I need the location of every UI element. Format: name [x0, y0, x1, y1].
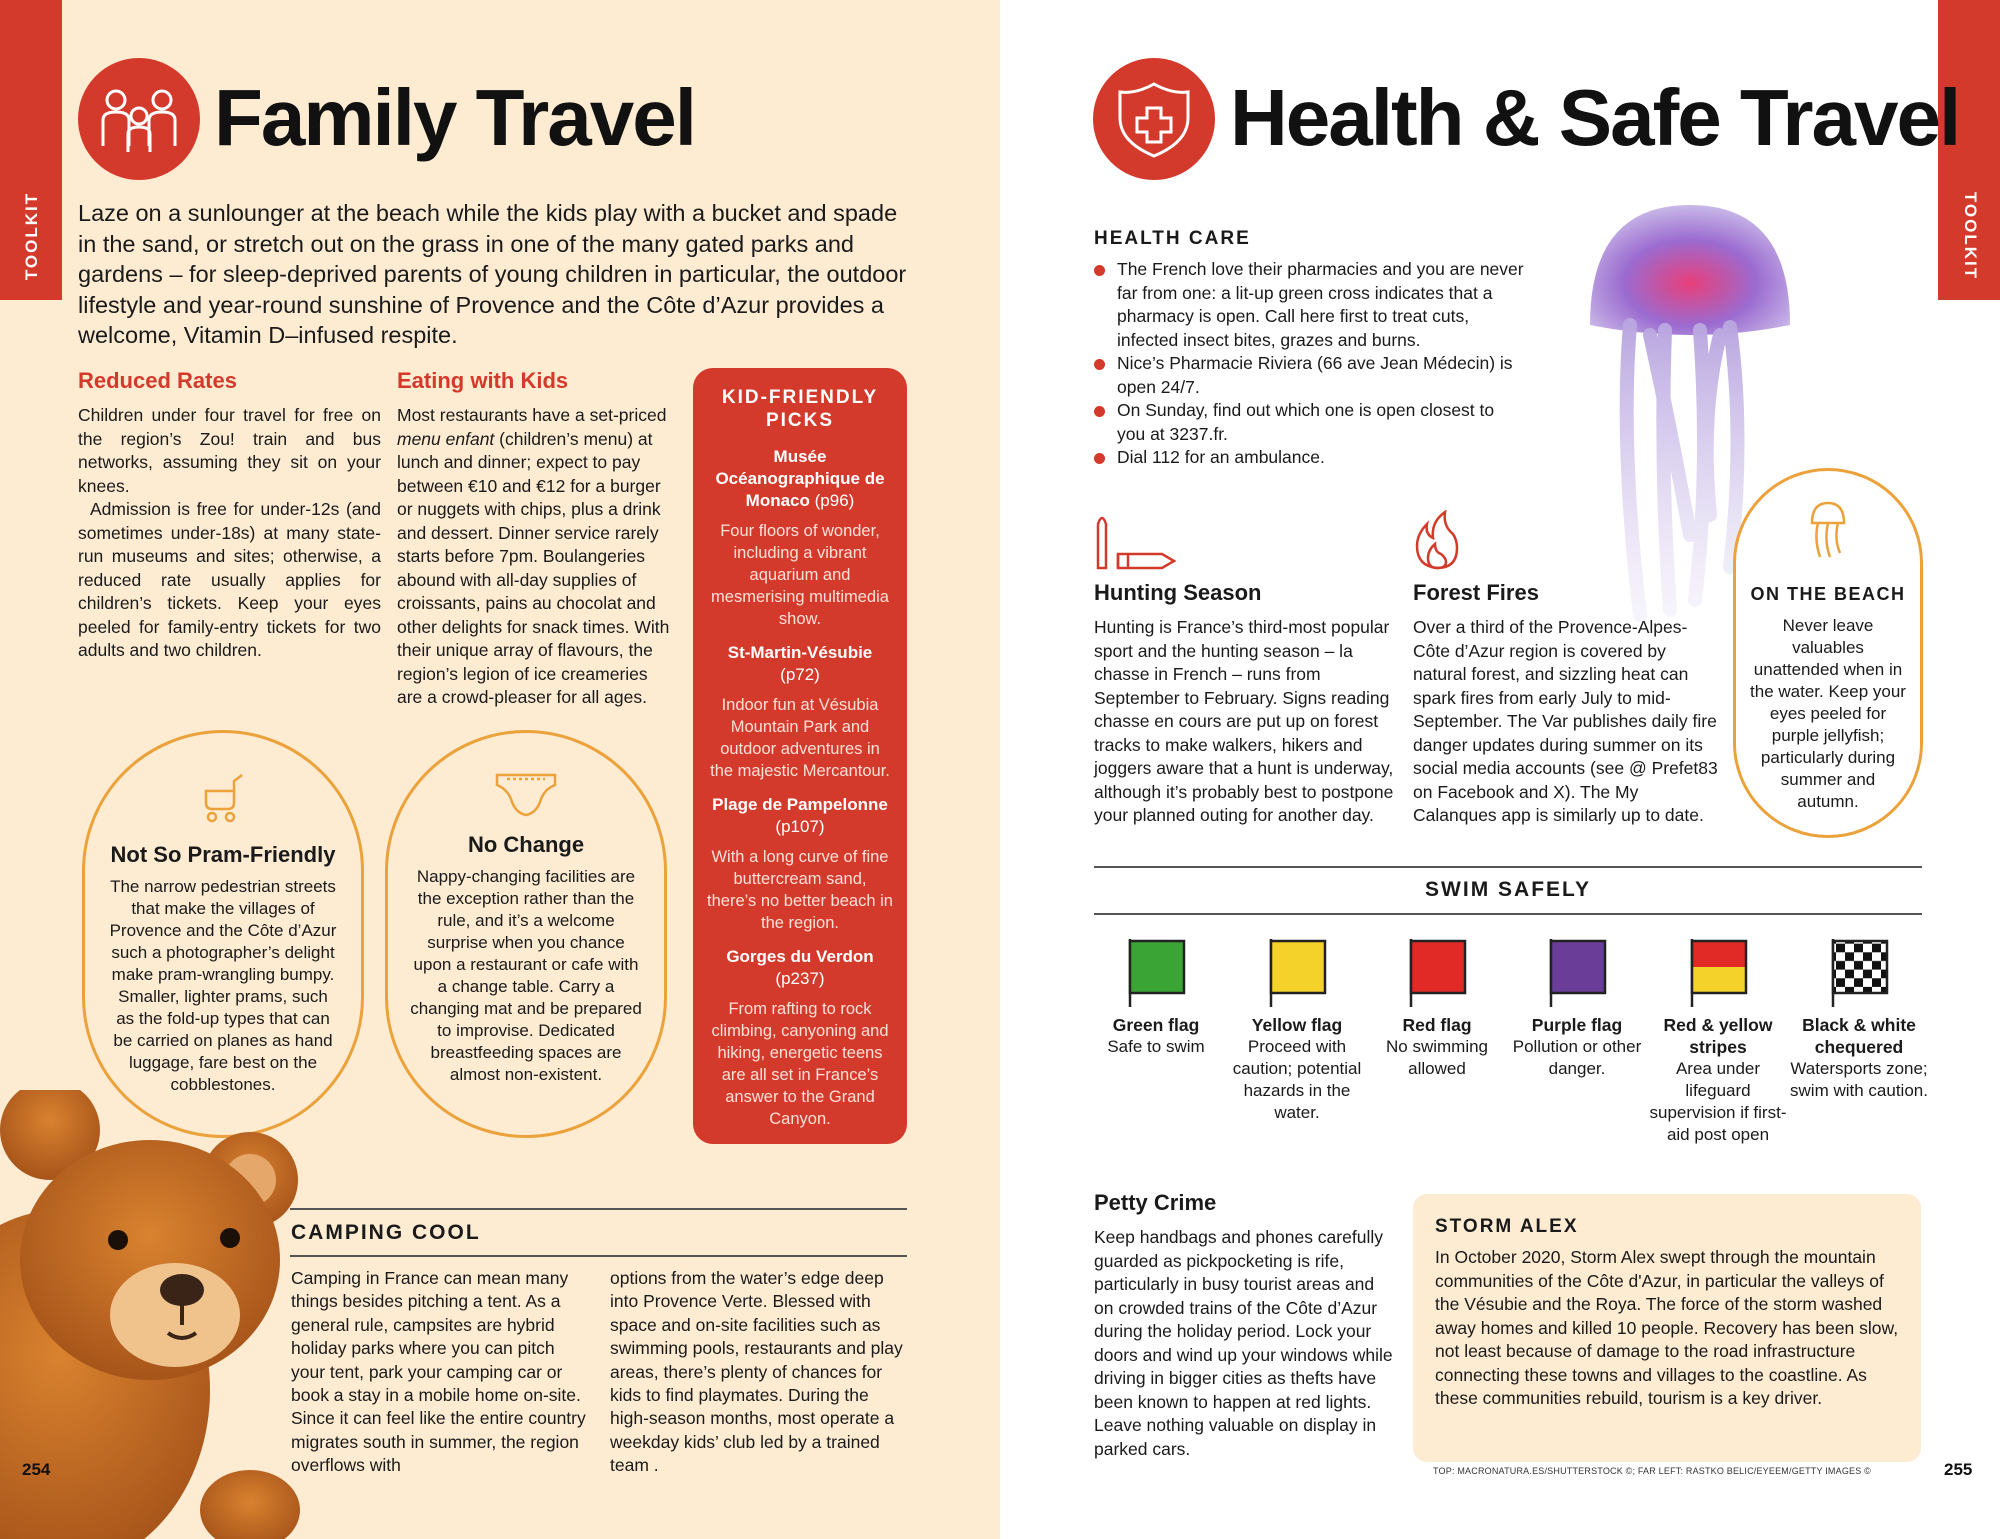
kid-pick-item: Plage de Pampelonne (p107) With a long curve of fine buttercream sand, there’s no better beach in the region.: [707, 795, 893, 932]
toolkit-tab-label: TOOLKIT: [22, 191, 42, 281]
page-number-left: 254: [22, 1460, 51, 1479]
kid-picks-heading: KID-FRIENDLY PICKS: [721, 387, 879, 431]
fire-icon: [1412, 510, 1462, 572]
camping-heading: CAMPING COOL: [291, 1221, 481, 1244]
kid-friendly-picks-box: [693, 368, 907, 1144]
on-the-beach-heading: ON THE BEACH: [1750, 584, 1906, 604]
forest-fires-heading: Forest Fires: [1413, 580, 1539, 605]
health-care-bullet: Dial 112 for an ambulance.: [1094, 446, 1524, 470]
petty-crime-text: Keep handbags and phones carefully guarded as pickpocketing is rife, particularly in busy tourist areas and on crowded trains of the Côte d’Azur during the holiday period. Lock your doors and wind up your windows while driving in bigger cities as thefts have been known to happen at red lights. Leave nothing valuable on display in parked cars.: [1094, 1227, 1393, 1459]
flag-green: Green flag Safe to swim: [1086, 935, 1226, 1058]
camping-rule-bottom: [290, 1255, 907, 1257]
reduced-rates-p2: Admission is free for under-12s (and sometimes under-18s) at many state-run museums and sites; otherwise, a reduced rate usually applies for children’s tickets. Keep your eyes peeled for family-entry tickets for two adults and two children.: [78, 499, 381, 660]
kid-pick-item: Musée Océanographique de Monaco (p96) Four floors of wonder, including a vibrant aquarium and mesmerising multimedia show.: [711, 447, 889, 628]
flag-purple: Purple flag Pollution or other danger.: [1507, 935, 1647, 1080]
photo-credits: TOP: MACRONATURA.ES/SHUTTERSTOCK ©; FAR LEFT: RASTKO BELIC/EYEEM/GETTY IMAGES ©: [1433, 1466, 1871, 1476]
green-flag-icon: [1124, 935, 1188, 1009]
eating-section: [397, 368, 675, 710]
forest-fires-text: Over a third of the Provence-Alpes-Côte d’Azur region is covered by natural forest, and sizzling heat can spark fires from early July to mid-September. The Var publishes daily fire danger updates during summer on its social media accounts (see @ Prefet83 on Facebook and X). The My Calanques app is similarly up to date.: [1413, 617, 1718, 825]
page-title-right: Health & Safe Travel: [1230, 73, 1960, 162]
kid-picks-list: [707, 446, 893, 1130]
page-number-right: 255: [1944, 1460, 1973, 1479]
chequered-flag-icon: [1827, 935, 1891, 1009]
kid-pick-item: Gorges du Verdon (p237) From rafting to rock climbing, canyoning and hiking, energetic teens are all set in France’s answer to the Grand Canyon.: [711, 947, 889, 1128]
eating-heading: Eating with Kids: [397, 368, 569, 393]
toolkit-tab-label-right: TOOLKIT: [1961, 191, 1981, 281]
swim-rule-top: [1094, 866, 1922, 868]
family-icon: [78, 58, 200, 180]
flag-chequered: Black & white chequered Watersports zone; swim with caution.: [1789, 935, 1929, 1102]
flag-yellow: Yellow flag Proceed with caution; potential hazards in the water.: [1227, 935, 1367, 1124]
storm-alex-box: [1413, 1194, 1921, 1462]
toolkit-tab: [0, 0, 62, 300]
on-the-beach-pill: [1733, 468, 1923, 838]
kid-pick-item: St-Martin-Vésubie (p72) Indoor fun at Vésubia Mountain Park and outdoor adventures in the majestic Mercantour.: [710, 643, 890, 780]
right-page: [1000, 0, 2000, 1539]
reduced-rates-p1: Children under four travel for free on the region’s Zou! train and bus networks, assuming they sit on your knees.: [78, 405, 381, 496]
no-change-pill: [385, 730, 667, 1138]
petty-crime-section: [1094, 1190, 1394, 1461]
hunting-heading: Hunting Season: [1094, 580, 1262, 605]
reduced-rates-heading: Reduced Rates: [78, 368, 237, 393]
petty-crime-heading: Petty Crime: [1094, 1190, 1217, 1215]
camping-rule-top: [290, 1208, 907, 1210]
no-change-text: Nappy-changing facilities are the exception rather than the rule, and it’s a welcome surprise when you chance upon a restaurant or cafe with a change table. Carry a changing mat and be prepared to improvise. Dedicated breastfeeding spaces are almost non-existent.: [410, 867, 642, 1084]
family-lead: Laze on a sunlounger at the beach while the kids play with a bucket and spade in the sand, or stretch out on the grass in one of the many gated parks and gardens – for sleep-deprived parents of young children in particular, the outdoor lifestyle and year-round sunshine of Provence and the Côte d’Azur provides a welcome, Vitamin D–infused respite.: [78, 200, 907, 348]
health-care-list: [1094, 258, 1524, 470]
health-care-heading: HEALTH CARE: [1094, 228, 1251, 249]
on-the-beach-text: Never leave valuables unattended when in the water. Keep your eyes peeled for purple jellyfish; particularly during summer and autumn.: [1750, 616, 1906, 811]
health-care-bullet: Nice’s Pharmacie Riviera (66 ave Jean Médecin) is open 24/7.: [1094, 352, 1524, 399]
pram-pill: [82, 730, 364, 1138]
swim-rule-bottom: [1094, 913, 1922, 915]
hunting-section: [1094, 580, 1399, 828]
red-flag-icon: [1405, 935, 1469, 1009]
flag-red: Red flag No swimming allowed: [1367, 935, 1507, 1080]
red-yellow-flag-icon: [1686, 935, 1750, 1009]
bullet-icon: [1094, 510, 1180, 572]
storm-alex-text: In October 2020, Storm Alex swept through the mountain communities of the Côte d'Azur, in particular the valleys of the Vésubie and the Roya. The force of the storm washed away homes and killed 10 people. Recovery has been slow, not least because of damage to the road infrastructure connecting these towns and villages to the coastline. As these communities rebuild, tourism is a key driver.: [1435, 1247, 1899, 1408]
flag-red-yellow: Red & yellow stripes Area under lifeguard supervision if first-aid post open: [1648, 935, 1788, 1146]
eating-text: Most restaurants have a set-priced menu enfant (children’s menu) at lunch and dinner; expect to pay between €10 and €12 for a burger or nuggets with chips, plus a drink and dessert. Dinner service rarely starts before 7pm. Boulangeries abound with all-day supplies of croissants, pains au chocolat and other delights for snack times. With their unique array of flavours, the region’s legion of ice creameries are a crowd-pleaser for all ages.: [397, 405, 670, 707]
pram-icon: [200, 769, 246, 825]
storm-alex-heading: STORM ALEX: [1435, 1216, 1579, 1237]
forest-fires-section: [1413, 580, 1723, 828]
purple-flag-icon: [1545, 935, 1609, 1009]
swim-heading: SWIM SAFELY: [1425, 878, 1591, 901]
jellyfish-icon: [1808, 499, 1848, 561]
health-shield-icon: [1093, 58, 1215, 180]
nappy-icon: [493, 769, 559, 819]
pram-heading: Not So Pram-Friendly: [110, 842, 336, 867]
camping-col2: options from the water’s edge deep into Provence Verte. Blessed with space and on-site facilities such as swimming pools, restaurants and play areas, there’s plenty of chances for kids to find playmates. During the high-season months, most operate a weekday kids’ club led by a trained team .: [610, 1268, 903, 1476]
page-title: Family Travel: [214, 73, 695, 162]
health-care-bullet: The French love their pharmacies and you are never far from one: a lit-up green cross indicates that a pharmacy is open. Call here first to treat cuts, infected insect bites, grazes and burns.: [1094, 258, 1524, 352]
camping-col1: Camping in France can mean many things besides pitching a tent. As a general rule, campsites are hybrid holiday parks where you can pitch your tent, park your camping car or book a stay in a mobile home on-site. Since it can feel like the entire country migrates south in summer, the region overflows with: [291, 1268, 586, 1476]
yellow-flag-icon: [1265, 935, 1329, 1009]
pram-text: The narrow pedestrian streets that make the villages of Provence and the Côte d’Azur such a photographer’s delight make pram-wrangling bumpy. Smaller, lighter prams, such as the fold-up types that can be carried on planes as hand luggage, fare best on the cobblestones.: [109, 877, 337, 1094]
hunting-text: Hunting is France’s third-most popular sport and the hunting season – la chasse in French – runs from September to February. Signs reading chasse en cours are put up on forest tracks to make walkers, hikers and joggers aware that a hunt is underway, although it’s probably best to postpone your planned outing for another day.: [1094, 617, 1394, 825]
health-care-bullet: On Sunday, find out which one is open closest to you at 3237.fr.: [1094, 399, 1524, 446]
no-change-heading: No Change: [467, 832, 585, 857]
reduced-rates-section: [78, 368, 381, 663]
